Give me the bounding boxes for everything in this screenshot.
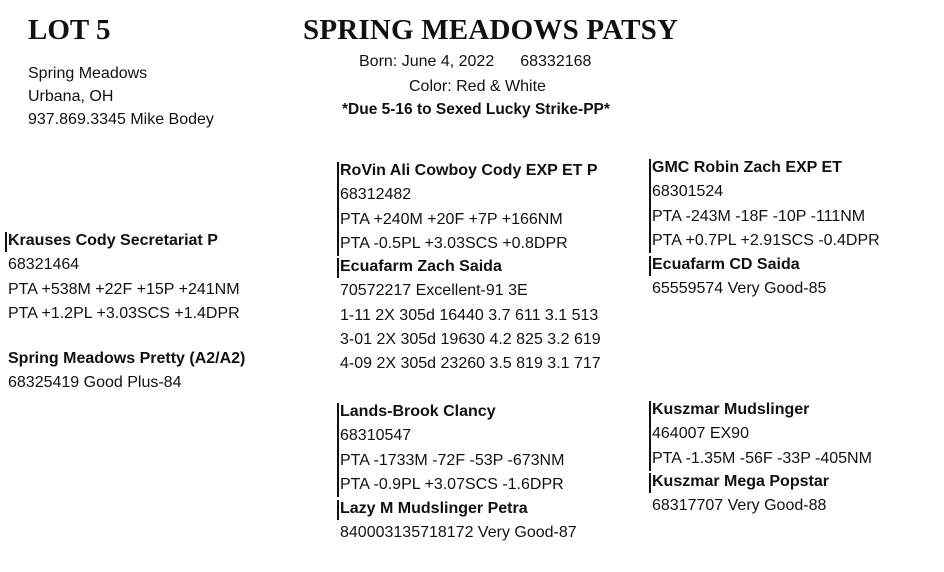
consignor-location: Urbana, OH (28, 87, 114, 105)
sire-sire-pta-production: PTA +240M +20F +7P +166NM (340, 210, 563, 228)
dam-sire-bracket (337, 403, 339, 497)
sire-dam-info: 70572217 Excellent-91 3E (340, 282, 528, 300)
dam-sire-block (340, 400, 564, 497)
dam-dam-info: 840003135718172 Very Good-87 (340, 524, 577, 542)
dam-sire-dam-info: 68317707 Very Good-88 (652, 497, 827, 515)
sire-reg: 68321464 (8, 256, 80, 274)
dam-sire-pta-production: PTA -1733M -72F -53P -673NM (340, 451, 565, 469)
sire-sire-sire-reg: 68301524 (652, 183, 724, 201)
dam-block (8, 347, 245, 396)
sire-sire-sire-pta-health: PTA +0.7PL +2.91SCS -0.4DPR (652, 231, 880, 249)
dam-info: 68325419 Good Plus-84 (8, 374, 182, 392)
birth-line (359, 53, 591, 71)
sire-dam-record: 4-09 2X 305d 23260 3.5 819 3.1 717 (340, 355, 601, 373)
sire-sire-name: RoVin Ali Cowboy Cody EXP ET P (340, 162, 598, 179)
dam-sire-dam-name: Kuszmar Mega Popstar (652, 473, 829, 490)
registration-number: 68332168 (520, 53, 592, 70)
dam-dam-name: Lazy M Mudslinger Petra (340, 500, 528, 517)
due-date-line: *Due 5-16 to Sexed Lucky Strike-PP* (342, 101, 610, 118)
sire-block (8, 229, 240, 326)
dam-sire-dam-bracket (649, 473, 651, 493)
consignor-contact: 937.869.3345 Mike Bodey (28, 110, 214, 128)
sire-sire-block (340, 159, 598, 256)
sire-dam-name: Ecuafarm Zach Saida (340, 258, 502, 275)
sire-dam-record: 1-11 2X 305d 16440 3.7 611 3.1 513 (340, 306, 599, 324)
sire-sire-bracket (337, 162, 339, 256)
sire-dam-block (340, 255, 601, 376)
dam-sire-sire-block (652, 398, 872, 471)
sire-sire-dam-bracket (649, 256, 651, 276)
dam-sire-reg: 68310547 (340, 427, 412, 445)
sire-dam-record: 3-01 2X 305d 19630 4.2 825 3.2 619 (340, 330, 601, 348)
sire-bracket (5, 232, 7, 252)
sire-sire-sire-name: GMC Robin Zach EXP ET (652, 159, 842, 176)
dam-dam-bracket (337, 500, 339, 520)
sire-sire-dam-info: 65559574 Very Good-85 (652, 280, 827, 298)
sire-sire-pta-health: PTA -0.5PL +3.03SCS +0.8DPR (340, 234, 568, 252)
sire-pta-health: PTA +1.2PL +3.03SCS +1.4DPR (8, 304, 240, 322)
sire-sire-sire-bracket (649, 159, 651, 253)
consignor-farm: Spring Meadows (28, 65, 148, 82)
color-line: Color: Red & White (409, 78, 546, 95)
consignor-info (28, 63, 214, 131)
sire-sire-dam-block (652, 253, 826, 302)
dam-sire-sire-reg: 464007 EX90 (652, 425, 749, 443)
dam-sire-sire-name: Kuszmar Mudslinger (652, 401, 810, 418)
sire-pta-production: PTA +538M +22F +15P +241NM (8, 280, 240, 298)
sire-sire-dam-name: Ecuafarm CD Saida (652, 256, 800, 273)
dam-sire-dam-block (652, 470, 829, 519)
sire-sire-reg: 68312482 (340, 186, 412, 204)
dam-dam-block (340, 497, 577, 546)
animal-name: SPRING MEADOWS PATSY (303, 14, 679, 46)
sire-name: Krauses Cody Secretariat P (8, 232, 218, 249)
lot-number: LOT 5 (28, 14, 111, 46)
dam-name: Spring Meadows Pretty (A2/A2) (8, 350, 246, 367)
dam-sire-pta-health: PTA -0.9PL +3.07SCS -1.6DPR (340, 475, 564, 493)
dam-sire-sire-bracket (649, 401, 651, 471)
sire-sire-sire-pta-production: PTA -243M -18F -10P -111NM (652, 207, 866, 225)
sire-dam-bracket (337, 258, 339, 278)
birth-date: Born: June 4, 2022 (359, 53, 495, 70)
sire-sire-sire-block (652, 156, 880, 253)
dam-sire-name: Lands-Brook Clancy (340, 403, 496, 420)
dam-sire-sire-pta-production: PTA -1.35M -56F -33P -405NM (652, 449, 872, 467)
